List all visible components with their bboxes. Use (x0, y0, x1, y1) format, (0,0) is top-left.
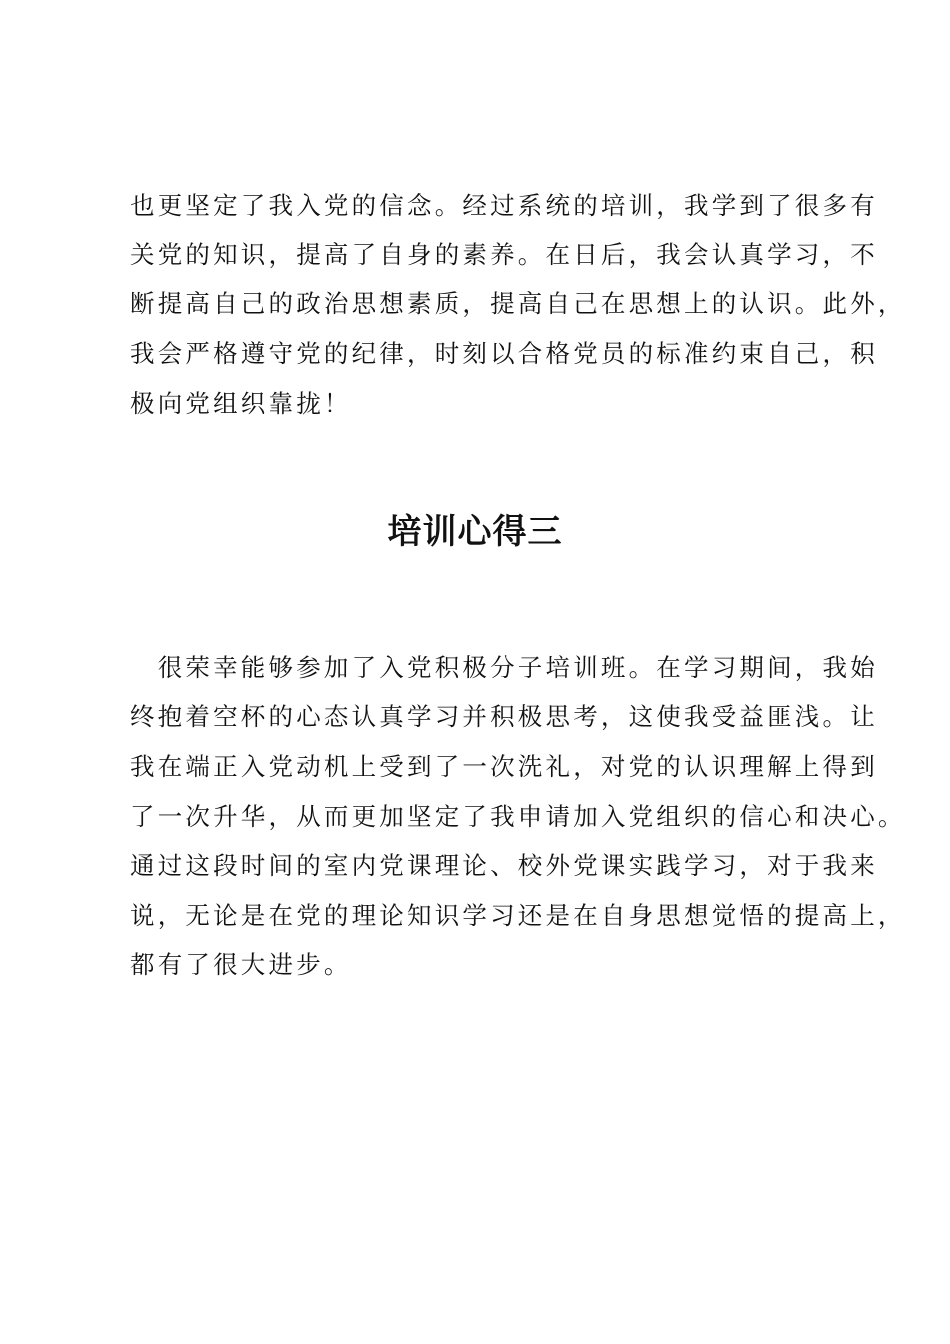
paragraph-2-line-5: 通过这段时间的室内党课理论、校外党课实践学习，对于我来 (130, 851, 878, 880)
paragraph-2-line-7: 都有了很大进步。 (130, 950, 352, 979)
paragraph-1-line-1: 也更坚定了我入党的信念。经过系统的培训，我学到了很多有 (130, 191, 878, 220)
paragraph-1-line-3: 断提高自己的政治思想素质，提高自己在思想上的认识。此外， (130, 289, 906, 318)
paragraph-2-line-1: 很荣幸能够参加了入党积极分子培训班。在学习期间，我始 (130, 653, 878, 682)
paragraph-2-line-6: 说，无论是在党的理论知识学习还是在自身思想觉悟的提高上， (130, 901, 906, 930)
paragraph-1-line-2: 关党的知识，提高了自身的素养。在日后，我会认真学习，不 (130, 240, 878, 269)
paragraph-2-line-2: 终抱着空杯的心态认真学习并积极思考，这使我受益匪浅。让 (130, 702, 878, 731)
section-title: 培训心得三 (387, 512, 563, 552)
paragraph-1-line-4: 我会严格遵守党的纪律，时刻以合格党员的标准约束自己，积 (130, 339, 878, 368)
paragraph-1-line-5: 极向党组织靠拢！ (130, 389, 352, 418)
paragraph-2-line-3: 我在端正入党动机上受到了一次洗礼，对党的认识理解上得到 (130, 752, 878, 781)
paragraph-2-line-4: 了一次升华，从而更加坚定了我申请加入党组织的信心和决心。 (130, 802, 906, 831)
